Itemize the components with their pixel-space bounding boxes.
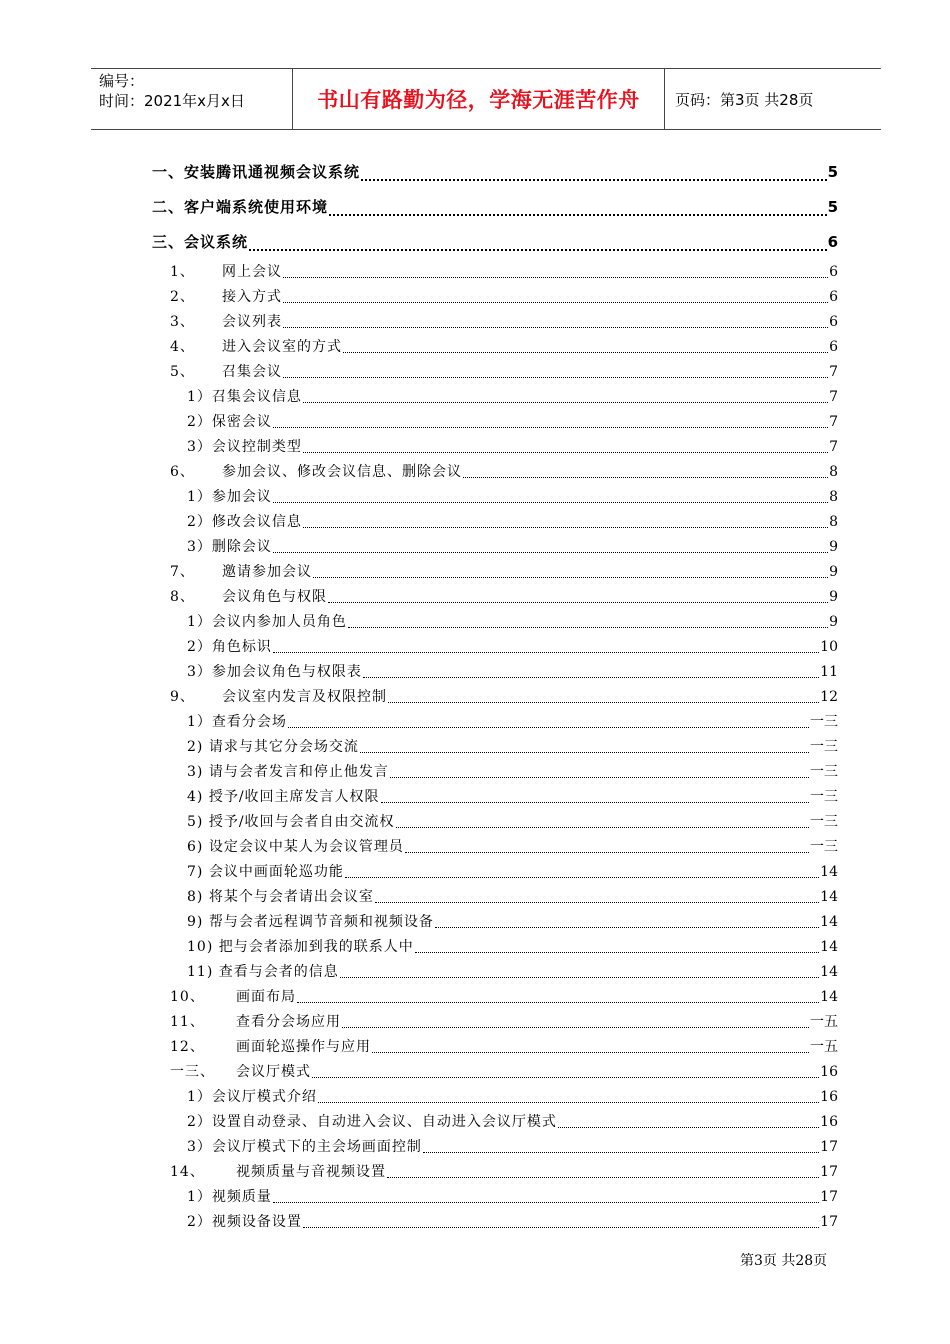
toc-entry[interactable] [152, 860, 838, 885]
toc-dot-leader [283, 327, 828, 328]
toc-entry-label [187, 535, 272, 560]
toc-entry-title: 4) 授予/收回主席发言人权限 [187, 789, 380, 805]
toc-entry-page: 14 [820, 939, 838, 955]
toc-entry-page: 6 [829, 339, 838, 355]
toc-entry[interactable] [152, 225, 838, 260]
toc-entry[interactable] [152, 1210, 838, 1235]
toc-entry-label [187, 810, 395, 835]
toc-dot-leader [463, 477, 828, 478]
toc-entry-label [170, 685, 387, 710]
toc-entry-number: 7、 [170, 564, 195, 580]
toc-entry-page: 16 [820, 1114, 838, 1130]
toc-entry[interactable] [152, 560, 838, 585]
toc-entry[interactable] [152, 460, 838, 485]
toc-entry[interactable] [152, 385, 838, 410]
toc-entry-page: 一三 [810, 814, 838, 830]
toc-dot-leader [348, 627, 828, 628]
toc-entry-label [170, 585, 327, 610]
toc-entry[interactable] [152, 710, 838, 735]
toc-dot-leader [303, 1227, 819, 1228]
toc-entry-number: 14、 [170, 1164, 205, 1180]
toc-entry-title: 画面布局 [236, 989, 296, 1005]
toc-entry-page: 9 [829, 539, 838, 555]
toc-entry[interactable] [152, 1185, 838, 1210]
toc-entry[interactable] [152, 1110, 838, 1135]
toc-dot-leader [312, 1077, 819, 1078]
toc-entry-title: 3）参加会议角色与权限表 [187, 664, 362, 680]
toc-entry[interactable] [152, 285, 838, 310]
toc-dot-leader [303, 402, 828, 403]
toc-entry-label [170, 1035, 371, 1060]
toc-dot-leader [361, 179, 827, 181]
toc-entry-page: 5 [827, 163, 838, 181]
toc-entry[interactable] [152, 1035, 838, 1060]
time-label: 时间：2021年x月x日 [99, 92, 245, 110]
toc-entry-title: 1）召集会议信息 [187, 389, 302, 405]
toc-entry-page: 14 [820, 989, 838, 1005]
toc-dot-leader [342, 1027, 809, 1028]
toc-entry-title: 召集会议 [222, 364, 282, 380]
toc-entry[interactable] [152, 660, 838, 685]
toc-entry-number: 6、 [170, 464, 195, 480]
toc-entry-title: 11) 查看与会者的信息 [187, 964, 339, 980]
toc-entry-page: 5 [827, 198, 838, 216]
header-motto: 书山有路勤为径，学海无涯苦作舟 [293, 69, 665, 129]
toc-dot-leader [388, 702, 819, 703]
page-footer: 第3页 共28页 [740, 1253, 828, 1269]
toc-entry-number: 2、 [170, 289, 195, 305]
toc-entry-title: 查看分会场应用 [236, 1014, 341, 1030]
toc-entry-title: 画面轮巡操作与应用 [236, 1039, 371, 1055]
toc-entry-page: 一五 [810, 1039, 838, 1055]
toc-entry-page: 17 [820, 1214, 838, 1230]
toc-entry-number: 11、 [170, 1014, 205, 1030]
toc-entry-number: 5、 [170, 364, 195, 380]
toc-entry[interactable] [152, 585, 838, 610]
toc-entry-label [187, 1085, 317, 1110]
toc-dot-leader [415, 952, 819, 953]
toc-entry-page: 16 [820, 1064, 838, 1080]
toc-entry-page: 14 [820, 964, 838, 980]
toc-entry-title: 2) 请求与其它分会场交流 [187, 739, 359, 755]
toc-entry-number: 3、 [170, 314, 195, 330]
toc-entry-title: 3）删除会议 [187, 539, 272, 555]
toc-entry[interactable] [152, 910, 838, 935]
toc-dot-leader [381, 802, 809, 803]
toc-entry-page: 一三 [810, 839, 838, 855]
toc-entry[interactable] [152, 610, 838, 635]
toc-entry-title: 7) 会议中画面轮巡功能 [187, 864, 344, 880]
toc-entry-label [187, 735, 359, 760]
toc-entry-page: 6 [829, 264, 838, 280]
toc-entry[interactable] [152, 960, 838, 985]
toc-entry-title: 会议列表 [222, 314, 282, 330]
toc-entry-label [187, 1110, 557, 1135]
toc-entry-page: 17 [820, 1164, 838, 1180]
toc-dot-leader [387, 1177, 819, 1178]
toc-dot-leader [372, 1052, 809, 1053]
toc-entry-page: 17 [820, 1139, 838, 1155]
toc-entry-label [187, 435, 302, 460]
toc-entry-title: 1）会议内参加人员角色 [187, 614, 347, 630]
toc-entry-title: 3) 请与会者发言和停止他发言 [187, 764, 389, 780]
toc-entry-title: 1）视频质量 [187, 1189, 272, 1205]
toc-entry-page: 9 [829, 614, 838, 630]
toc-entry-label [170, 335, 342, 360]
toc-entry-title: 1）会议厅模式介绍 [187, 1089, 317, 1105]
toc-entry-label [170, 460, 462, 485]
toc-entry[interactable] [152, 1160, 838, 1185]
toc-entry[interactable] [152, 685, 838, 710]
toc-entry[interactable] [152, 1085, 838, 1110]
toc-entry-page: 7 [829, 439, 838, 455]
toc-entry-title: 2）修改会议信息 [187, 514, 302, 530]
toc-entry-label [187, 760, 389, 785]
toc-dot-leader [273, 552, 828, 553]
toc-entry-label [187, 635, 272, 660]
toc-entry[interactable] [152, 485, 838, 510]
toc-entry[interactable] [152, 810, 838, 835]
toc-entry-label [187, 960, 339, 985]
toc-entry-title: 1）参加会议 [187, 489, 272, 505]
toc-entry-label [152, 155, 360, 190]
toc-entry-page: 10 [820, 639, 838, 655]
toc-dot-leader [363, 677, 819, 678]
toc-entry-page: 14 [820, 914, 838, 930]
toc-entry-title: 2）设置自动登录、自动进入会议、自动进入会议厅模式 [187, 1114, 557, 1130]
toc-dot-leader [283, 377, 828, 378]
toc-entry-label [187, 610, 347, 635]
toc-dot-leader [303, 527, 828, 528]
toc-dot-leader [318, 1102, 819, 1103]
toc-dot-leader [329, 214, 827, 216]
toc-entry-title: 1）查看分会场 [187, 714, 287, 730]
toc-entry-label [170, 1060, 311, 1085]
toc-dot-leader [297, 1002, 819, 1003]
toc-entry-title: 9) 帮与会者远程调节音频和视频设备 [187, 914, 434, 930]
toc-entry-label [170, 1160, 386, 1185]
toc-entry-title: 会议室内发言及权限控制 [222, 689, 387, 705]
toc-entry-number: 12、 [170, 1039, 205, 1055]
toc-entry-page: 8 [829, 489, 838, 505]
toc-entry-label [170, 310, 282, 335]
toc-entry-title: 2）视频设备设置 [187, 1214, 302, 1230]
toc-entry[interactable] [152, 885, 838, 910]
toc-entry[interactable] [152, 735, 838, 760]
toc-entry-title: 会议厅模式 [236, 1064, 311, 1080]
toc-dot-leader [283, 302, 828, 303]
toc-entry[interactable] [152, 635, 838, 660]
toc-entry-label [152, 190, 328, 225]
toc-entry-label [170, 285, 282, 310]
toc-entry-number: 10、 [170, 989, 205, 1005]
toc-entry-page: 6 [827, 233, 838, 251]
toc-entry-title: 2）保密会议 [187, 414, 272, 430]
toc-dot-leader [405, 852, 809, 853]
toc-entry-label [187, 1185, 272, 1210]
toc-entry-page: 14 [820, 889, 838, 905]
toc-entry[interactable] [152, 310, 838, 335]
toc-entry-page: 9 [829, 564, 838, 580]
toc-entry-page: 一三 [810, 789, 838, 805]
toc-entry-title: 二、客户端系统使用环境 [152, 198, 329, 216]
toc-entry[interactable] [152, 785, 838, 810]
toc-entry-title: 三、会议系统 [152, 233, 249, 251]
toc-dot-leader [396, 827, 809, 828]
toc-entry-title: 邀请参加会议 [222, 564, 312, 580]
header-page-info: 页码：第3页 共28页 [675, 90, 814, 109]
toc-dot-leader [423, 1152, 819, 1153]
toc-entry-label [187, 1210, 302, 1235]
toc-entry-label [187, 935, 414, 960]
toc-entry[interactable] [152, 260, 838, 285]
toc-entry-number: 一三、 [170, 1064, 215, 1080]
toc-entry-label [187, 835, 404, 860]
toc-entry-label [187, 385, 302, 410]
toc-entry-number: 1、 [170, 264, 195, 280]
toc-entry-title: 10) 把与会者添加到我的联系人中 [187, 939, 414, 955]
table-of-contents [152, 155, 838, 1235]
toc-entry-title: 5) 授予/收回与会者自由交流权 [187, 814, 395, 830]
toc-entry[interactable] [152, 360, 838, 385]
toc-entry-page: 一三 [810, 714, 838, 730]
toc-entry[interactable] [152, 190, 838, 225]
toc-dot-leader [328, 602, 828, 603]
toc-dot-leader [360, 752, 809, 753]
toc-entry-page: 7 [829, 389, 838, 405]
toc-entry-number: 4、 [170, 339, 195, 355]
toc-dot-leader [273, 652, 819, 653]
toc-entry-label [187, 885, 374, 910]
toc-dot-leader [343, 352, 828, 353]
toc-entry-page: 14 [820, 864, 838, 880]
toc-entry[interactable] [152, 155, 838, 190]
toc-entry-label [187, 485, 272, 510]
toc-entry-title: 8) 将某个与会者请出会议室 [187, 889, 374, 905]
toc-entry-label [170, 985, 296, 1010]
toc-dot-leader [435, 927, 819, 928]
toc-entry-page: 6 [829, 314, 838, 330]
toc-entry-title: 会议角色与权限 [222, 589, 327, 605]
toc-dot-leader [390, 777, 809, 778]
toc-entry-page: 一三 [810, 739, 838, 755]
toc-entry-title: 3）会议厅模式下的主会场画面控制 [187, 1139, 422, 1155]
toc-entry-page: 12 [820, 689, 838, 705]
toc-entry[interactable] [152, 985, 838, 1010]
toc-dot-leader [273, 1202, 819, 1203]
toc-entry-page: 8 [829, 514, 838, 530]
toc-entry[interactable] [152, 1135, 838, 1160]
toc-dot-leader [340, 977, 819, 978]
toc-dot-leader [273, 427, 828, 428]
toc-entry-page: 16 [820, 1089, 838, 1105]
toc-dot-leader [288, 727, 809, 728]
number-label: 编号： [99, 72, 145, 90]
toc-entry-label [187, 510, 302, 535]
header-meta [91, 69, 293, 129]
toc-entry[interactable] [152, 1060, 838, 1085]
toc-entry-label [170, 360, 282, 385]
toc-entry-title: 参加会议、修改会议信息、删除会议 [222, 464, 462, 480]
toc-entry-label [170, 560, 312, 585]
toc-dot-leader [283, 277, 828, 278]
toc-dot-leader [303, 452, 828, 453]
toc-dot-leader [249, 249, 827, 251]
toc-dot-leader [313, 577, 828, 578]
toc-entry-label [187, 1135, 422, 1160]
toc-entry[interactable] [152, 835, 838, 860]
toc-dot-leader [273, 502, 828, 503]
toc-entry-page: 11 [820, 664, 838, 680]
toc-entry-title: 网上会议 [222, 264, 282, 280]
toc-entry-page: 6 [829, 289, 838, 305]
toc-entry-page: 7 [829, 364, 838, 380]
toc-entry-label [187, 660, 362, 685]
toc-entry-title: 6) 设定会议中某人为会议管理员 [187, 839, 404, 855]
toc-entry-label [187, 410, 272, 435]
toc-entry[interactable] [152, 1010, 838, 1035]
toc-entry-page: 一三 [810, 764, 838, 780]
toc-entry[interactable] [152, 435, 838, 460]
toc-entry-number: 9、 [170, 689, 195, 705]
toc-entry-label [187, 710, 287, 735]
toc-entry-label [152, 225, 248, 260]
toc-entry-label [170, 260, 282, 285]
toc-entry[interactable] [152, 760, 838, 785]
toc-dot-leader [558, 1127, 819, 1128]
toc-entry[interactable] [152, 535, 838, 560]
toc-entry-title: 进入会议室的方式 [222, 339, 342, 355]
toc-entry-title: 2）角色标识 [187, 639, 272, 655]
toc-entry-number: 8、 [170, 589, 195, 605]
toc-entry-page: 9 [829, 589, 838, 605]
toc-entry[interactable] [152, 335, 838, 360]
toc-entry-label [187, 785, 380, 810]
toc-dot-leader [375, 902, 819, 903]
page-header [91, 68, 881, 130]
toc-entry-label [187, 910, 434, 935]
toc-entry[interactable] [152, 410, 838, 435]
toc-entry-label [187, 860, 344, 885]
toc-entry-title: 一、安装腾讯通视频会议系统 [152, 163, 361, 181]
toc-entry-label [170, 1010, 341, 1035]
toc-entry-title: 视频质量与音视频设置 [236, 1164, 386, 1180]
toc-entry-page: 7 [829, 414, 838, 430]
toc-dot-leader [345, 877, 819, 878]
toc-entry-page: 一五 [810, 1014, 838, 1030]
toc-entry-title: 接入方式 [222, 289, 282, 305]
toc-entry-page: 17 [820, 1189, 838, 1205]
toc-entry[interactable] [152, 935, 838, 960]
toc-entry[interactable] [152, 510, 838, 535]
toc-entry-page: 8 [829, 464, 838, 480]
toc-entry-title: 3）会议控制类型 [187, 439, 302, 455]
